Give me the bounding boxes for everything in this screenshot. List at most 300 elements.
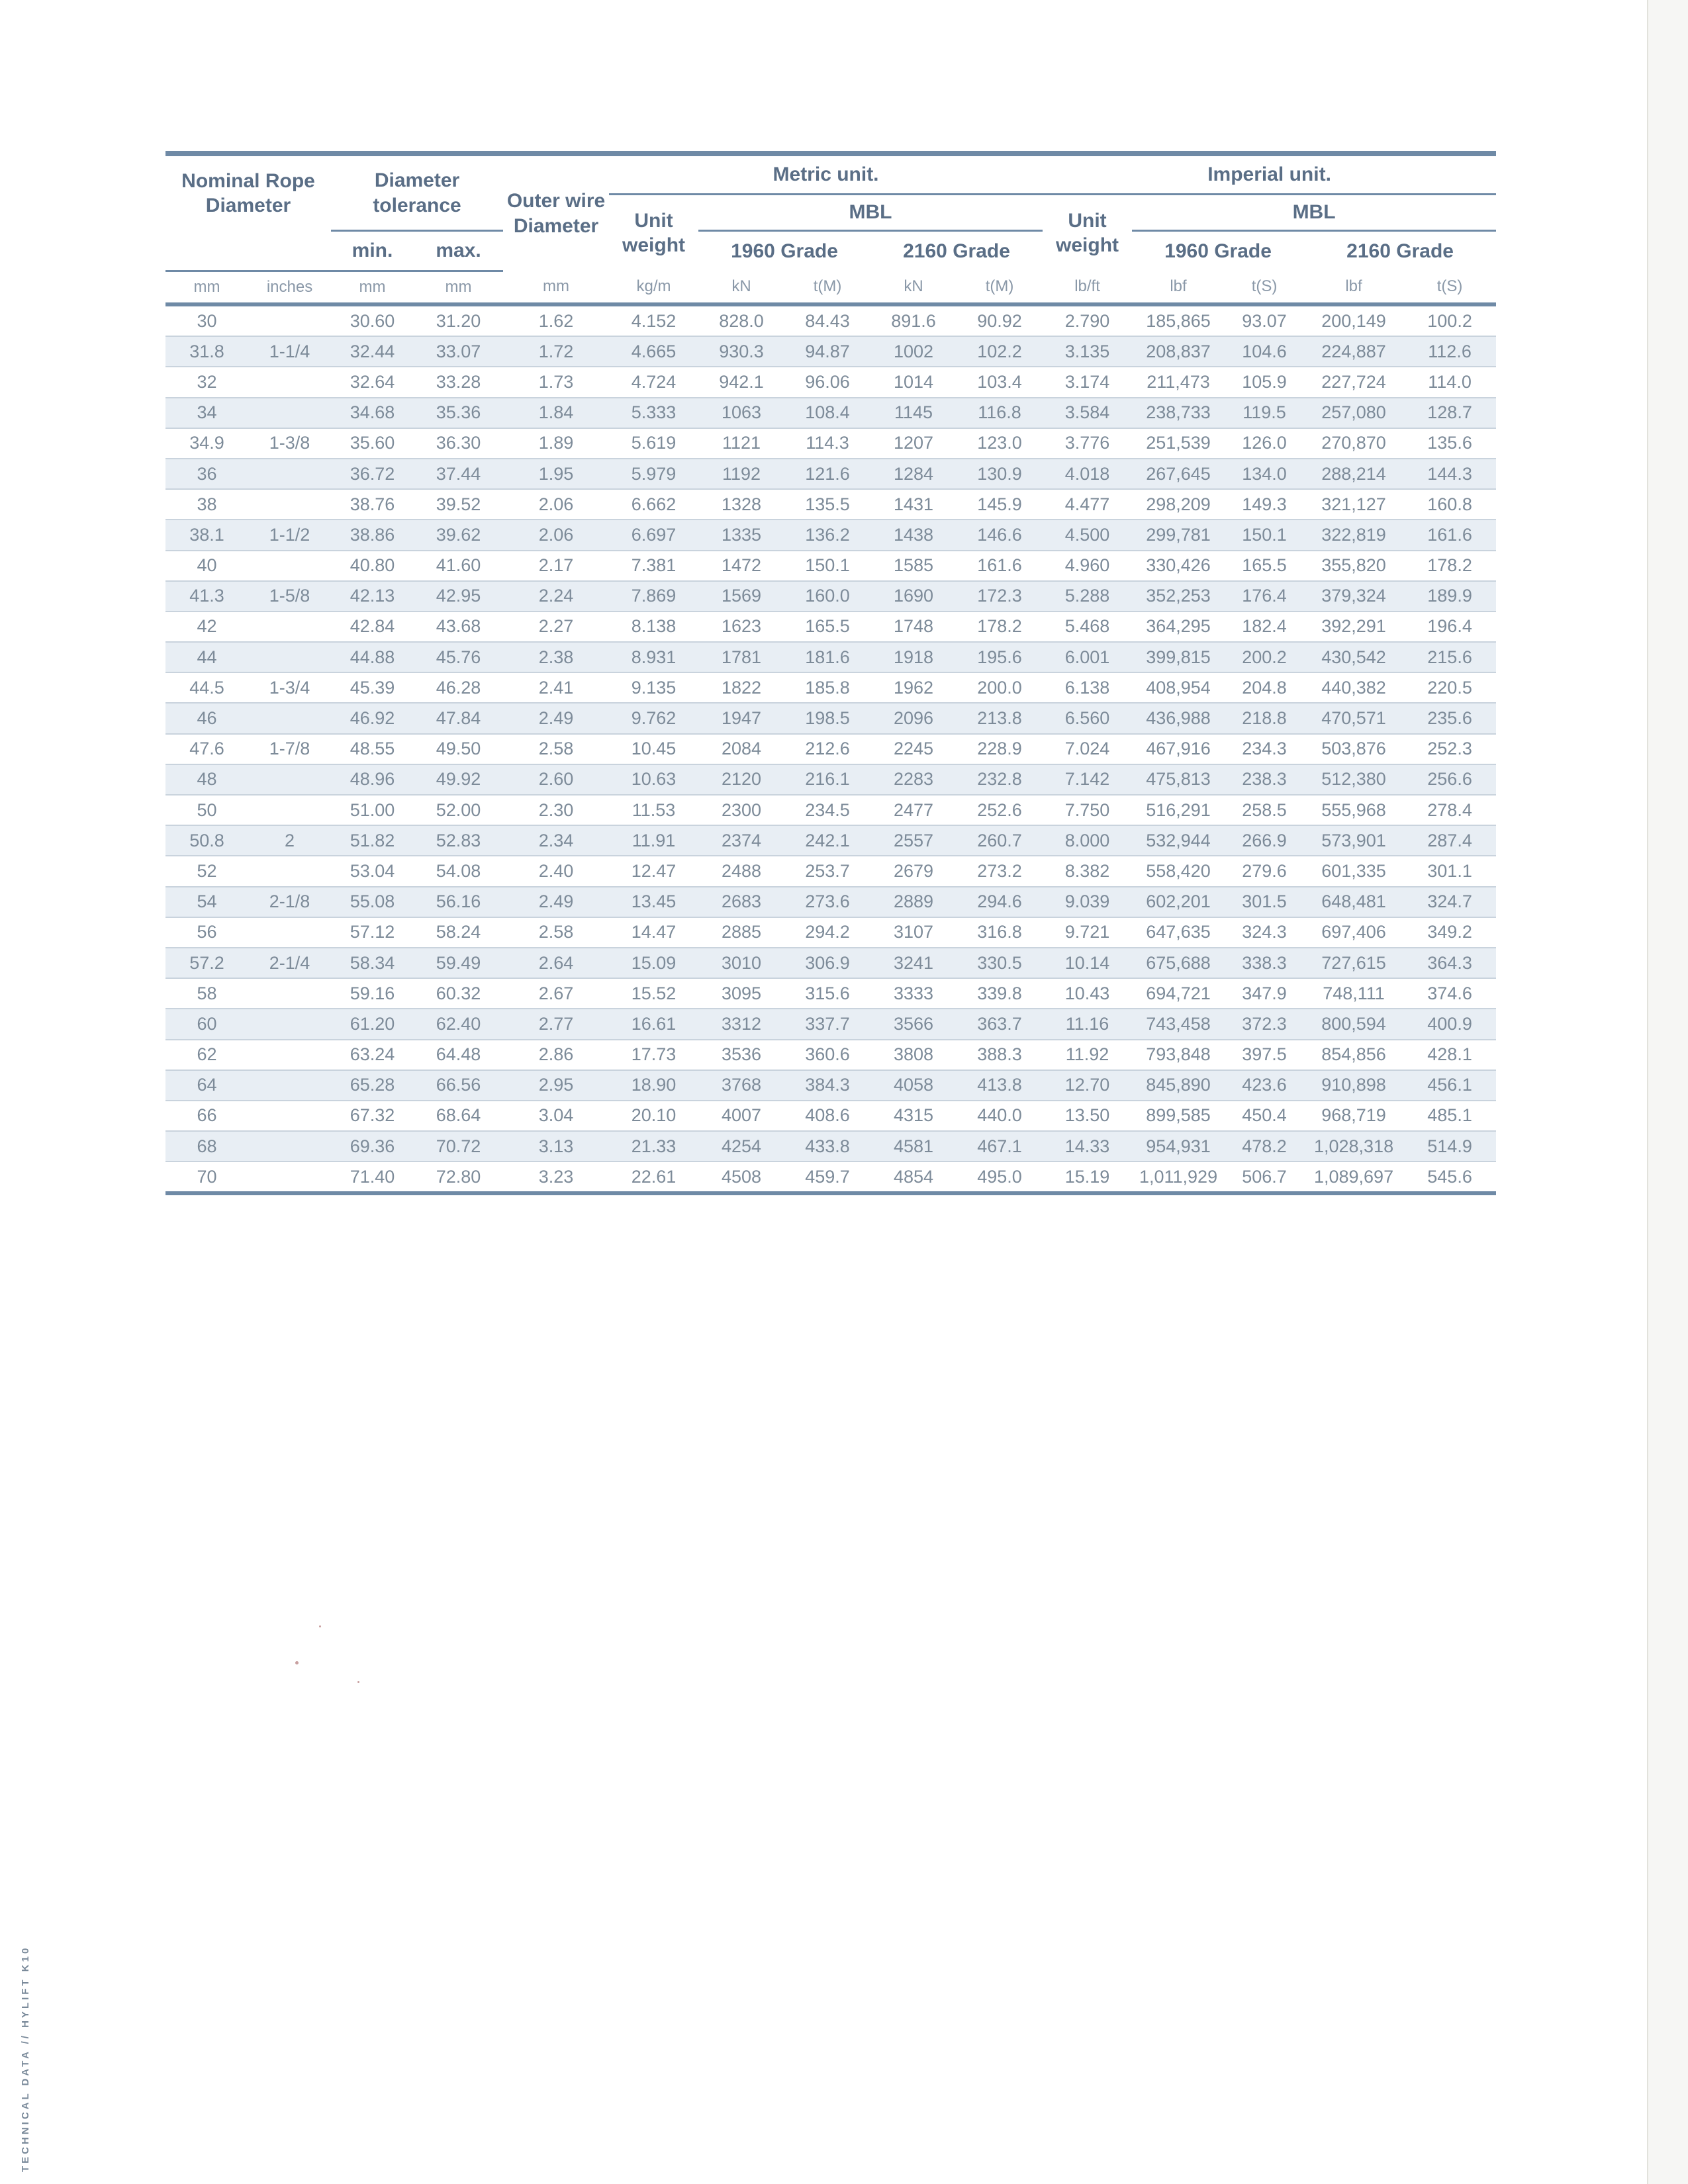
table-cell: 4315 xyxy=(870,1101,957,1131)
unit-label: mm xyxy=(331,271,414,305)
table-cell xyxy=(248,551,331,581)
table-cell: 33.07 xyxy=(414,336,503,367)
table-cell: 32.64 xyxy=(331,367,414,397)
table-cell: 53.04 xyxy=(331,856,414,886)
table-row xyxy=(165,304,1496,336)
table-cell xyxy=(248,1009,331,1039)
table-cell: 165.5 xyxy=(1225,551,1304,581)
table-cell: 134.0 xyxy=(1225,459,1304,489)
table-cell: 165.5 xyxy=(784,612,870,642)
table-cell: 216.1 xyxy=(784,764,870,795)
table-cell: 1569 xyxy=(698,581,784,612)
unit-label: mm xyxy=(165,271,248,305)
table-row xyxy=(165,672,1496,703)
table-cell: 647,635 xyxy=(1132,917,1225,948)
table-cell: 51.82 xyxy=(331,825,414,856)
table-cell: 204.8 xyxy=(1225,672,1304,703)
table-cell: 3095 xyxy=(698,978,784,1009)
table-cell: 42 xyxy=(165,612,248,642)
table-row xyxy=(165,978,1496,1009)
table-row xyxy=(165,887,1496,917)
table-cell: 34.68 xyxy=(331,398,414,428)
table-cell: 185.8 xyxy=(784,672,870,703)
rope-spec-rows xyxy=(165,304,1496,1193)
table-cell: 10.45 xyxy=(609,734,698,764)
table-cell: 11.92 xyxy=(1043,1040,1132,1070)
table-cell: 324.3 xyxy=(1225,917,1304,948)
table-cell xyxy=(248,367,331,397)
table-cell: 298,209 xyxy=(1132,489,1225,520)
table-cell: 36 xyxy=(165,459,248,489)
table-cell: 161.6 xyxy=(1403,520,1496,550)
imperial-2160-grade-header: 2160 Grade xyxy=(1346,240,1454,262)
table-cell: 408.6 xyxy=(784,1101,870,1131)
table-cell: 62.40 xyxy=(414,1009,503,1039)
page-edge xyxy=(1647,0,1688,2184)
table-cell: 46.92 xyxy=(331,703,414,733)
table-cell: 2488 xyxy=(698,856,784,886)
table-cell: 1207 xyxy=(870,428,957,459)
table-cell: 114.0 xyxy=(1403,367,1496,397)
table-cell: 185,865 xyxy=(1132,304,1225,336)
table-cell: 1.62 xyxy=(503,304,609,336)
table-cell: 430,542 xyxy=(1304,642,1403,672)
table-cell: 339.8 xyxy=(957,978,1043,1009)
table-cell: 743,458 xyxy=(1132,1009,1225,1039)
table-cell: 495.0 xyxy=(957,1161,1043,1193)
table-cell: 2.64 xyxy=(503,948,609,978)
table-cell: 12.47 xyxy=(609,856,698,886)
table-row xyxy=(165,1009,1496,1039)
unit-label: inches xyxy=(248,271,331,305)
table-cell: 68.64 xyxy=(414,1101,503,1131)
table-cell: 21.33 xyxy=(609,1131,698,1161)
table-cell: 413.8 xyxy=(957,1070,1043,1101)
table-cell: 1-1/2 xyxy=(248,520,331,550)
table-row xyxy=(165,489,1496,520)
table-cell: 2557 xyxy=(870,825,957,856)
table-cell: 5.979 xyxy=(609,459,698,489)
table-top-rule xyxy=(165,151,1496,156)
table-cell: 1145 xyxy=(870,398,957,428)
table-cell: 7.381 xyxy=(609,551,698,581)
table-cell: 59.16 xyxy=(331,978,414,1009)
table-cell: 96.06 xyxy=(784,367,870,397)
table-cell: 149.3 xyxy=(1225,489,1304,520)
table-cell: 196.4 xyxy=(1403,612,1496,642)
scan-speck xyxy=(319,1625,321,1627)
table-cell: 40.80 xyxy=(331,551,414,581)
table-cell: 1.73 xyxy=(503,367,609,397)
table-cell: 1,011,929 xyxy=(1132,1161,1225,1193)
table-row xyxy=(165,1131,1496,1161)
table-cell: 84.43 xyxy=(784,304,870,336)
table-cell: 478.2 xyxy=(1225,1131,1304,1161)
table-cell: 1748 xyxy=(870,612,957,642)
table-cell: 57.2 xyxy=(165,948,248,978)
table-cell: 33.28 xyxy=(414,367,503,397)
table-row xyxy=(165,1161,1496,1193)
table-cell: 516,291 xyxy=(1132,795,1225,825)
table-cell: 211,473 xyxy=(1132,367,1225,397)
table-cell: 2.790 xyxy=(1043,304,1132,336)
table-cell: 2 xyxy=(248,825,331,856)
table-cell: 2.49 xyxy=(503,887,609,917)
table-cell: 49.92 xyxy=(414,764,503,795)
table-cell: 238,733 xyxy=(1132,398,1225,428)
table-cell: 105.9 xyxy=(1225,367,1304,397)
table-cell: 10.63 xyxy=(609,764,698,795)
table-row xyxy=(165,764,1496,795)
table-cell: 234.5 xyxy=(784,795,870,825)
table-cell: 2679 xyxy=(870,856,957,886)
table-cell: 14.33 xyxy=(1043,1131,1132,1161)
table-cell: 7.750 xyxy=(1043,795,1132,825)
table-cell: 144.3 xyxy=(1403,459,1496,489)
table-cell: 195.6 xyxy=(957,642,1043,672)
table-cell: 3312 xyxy=(698,1009,784,1039)
table-cell: 299,781 xyxy=(1132,520,1225,550)
table-cell: 135.5 xyxy=(784,489,870,520)
table-cell xyxy=(248,856,331,886)
table-cell: 363.7 xyxy=(957,1009,1043,1039)
table-cell: 899,585 xyxy=(1132,1101,1225,1131)
table-cell: 4.018 xyxy=(1043,459,1132,489)
table-cell: 558,420 xyxy=(1132,856,1225,886)
table-cell: 30.60 xyxy=(331,304,414,336)
unit-label: t(M) xyxy=(784,271,870,305)
table-cell: 62 xyxy=(165,1040,248,1070)
table-cell: 800,594 xyxy=(1304,1009,1403,1039)
table-cell xyxy=(248,398,331,428)
table-cell xyxy=(248,795,331,825)
table-cell: 475,813 xyxy=(1132,764,1225,795)
table-cell: 208,837 xyxy=(1132,336,1225,367)
table-cell: 8.138 xyxy=(609,612,698,642)
unit-label: t(S) xyxy=(1225,271,1304,305)
table-cell: 145.9 xyxy=(957,489,1043,520)
table-cell: 1431 xyxy=(870,489,957,520)
scan-speck xyxy=(295,1661,299,1664)
table-cell: 54 xyxy=(165,887,248,917)
table-cell: 397.5 xyxy=(1225,1040,1304,1070)
table-cell: 1-3/4 xyxy=(248,672,331,703)
table-cell: 6.697 xyxy=(609,520,698,550)
table-cell: 428.1 xyxy=(1403,1040,1496,1070)
table-cell: 1822 xyxy=(698,672,784,703)
table-cell: 433.8 xyxy=(784,1131,870,1161)
diameter-tolerance-header: Diameter tolerance xyxy=(331,156,503,231)
table-cell: 2.24 xyxy=(503,581,609,612)
table-cell: 379,324 xyxy=(1304,581,1403,612)
table-cell: 891.6 xyxy=(870,304,957,336)
table-cell: 503,876 xyxy=(1304,734,1403,764)
table-cell: 11.53 xyxy=(609,795,698,825)
table-cell: 43.68 xyxy=(414,612,503,642)
unit-label: t(S) xyxy=(1403,271,1496,305)
table-cell: 1284 xyxy=(870,459,957,489)
table-row xyxy=(165,459,1496,489)
table-cell: 232.8 xyxy=(957,764,1043,795)
table-cell: 108.4 xyxy=(784,398,870,428)
table-cell: 372.3 xyxy=(1225,1009,1304,1039)
table-cell: 273.2 xyxy=(957,856,1043,886)
table-cell: 9.762 xyxy=(609,703,698,733)
table-cell: 727,615 xyxy=(1304,948,1403,978)
table-cell: 228.9 xyxy=(957,734,1043,764)
table-cell: 5.333 xyxy=(609,398,698,428)
table-cell: 103.4 xyxy=(957,367,1043,397)
table-cell: 256.6 xyxy=(1403,764,1496,795)
table-cell: 322,819 xyxy=(1304,520,1403,550)
table-cell: 31.20 xyxy=(414,304,503,336)
table-cell: 4254 xyxy=(698,1131,784,1161)
table-cell: 1-3/8 xyxy=(248,428,331,459)
table-cell: 6.001 xyxy=(1043,642,1132,672)
table-cell: 40 xyxy=(165,551,248,581)
table-cell: 3566 xyxy=(870,1009,957,1039)
unit-label: lbf xyxy=(1304,271,1403,305)
table-cell: 242.1 xyxy=(784,825,870,856)
table-cell: 1.95 xyxy=(503,459,609,489)
table-cell: 130.9 xyxy=(957,459,1043,489)
rope-spec-table-container xyxy=(165,151,1496,1195)
table-cell: 44 xyxy=(165,642,248,672)
table-cell: 408,954 xyxy=(1132,672,1225,703)
table-cell: 15.19 xyxy=(1043,1161,1132,1193)
table-cell: 52 xyxy=(165,856,248,886)
table-cell: 675,688 xyxy=(1132,948,1225,978)
table-cell: 8.382 xyxy=(1043,856,1132,886)
table-cell: 467,916 xyxy=(1132,734,1225,764)
table-cell: 44.88 xyxy=(331,642,414,672)
table-cell: 374.6 xyxy=(1403,978,1496,1009)
table-cell: 360.6 xyxy=(784,1040,870,1070)
table-cell: 56 xyxy=(165,917,248,948)
table-cell: 8.000 xyxy=(1043,825,1132,856)
table-cell: 126.0 xyxy=(1225,428,1304,459)
table-row xyxy=(165,917,1496,948)
table-cell: 66 xyxy=(165,1101,248,1131)
table-cell: 1.84 xyxy=(503,398,609,428)
table-cell: 182.4 xyxy=(1225,612,1304,642)
table-cell: 273.6 xyxy=(784,887,870,917)
table-cell: 251,539 xyxy=(1132,428,1225,459)
table-cell xyxy=(248,978,331,1009)
table-cell: 512,380 xyxy=(1304,764,1403,795)
table-cell: 930.3 xyxy=(698,336,784,367)
table-cell: 13.45 xyxy=(609,887,698,917)
table-cell: 48.96 xyxy=(331,764,414,795)
table-cell: 9.721 xyxy=(1043,917,1132,948)
table-cell: 1962 xyxy=(870,672,957,703)
table-cell: 41.3 xyxy=(165,581,248,612)
table-cell: 38.1 xyxy=(165,520,248,550)
table-cell: 2-1/4 xyxy=(248,948,331,978)
table-cell: 42.13 xyxy=(331,581,414,612)
table-cell: 11.16 xyxy=(1043,1009,1132,1039)
table-cell: 227,724 xyxy=(1304,367,1403,397)
table-cell: 48 xyxy=(165,764,248,795)
table-cell: 1-5/8 xyxy=(248,581,331,612)
table-cell: 845,890 xyxy=(1132,1070,1225,1101)
table-cell: 532,944 xyxy=(1132,825,1225,856)
table-cell: 68 xyxy=(165,1131,248,1161)
table-cell: 514.9 xyxy=(1403,1131,1496,1161)
table-cell: 910,898 xyxy=(1304,1070,1403,1101)
table-cell: 349.2 xyxy=(1403,917,1496,948)
table-cell: 128.7 xyxy=(1403,398,1496,428)
table-cell: 3.13 xyxy=(503,1131,609,1161)
table-cell: 267,645 xyxy=(1132,459,1225,489)
table-row xyxy=(165,703,1496,733)
imperial-mbl-header: MBL xyxy=(1132,195,1496,231)
table-cell: 39.62 xyxy=(414,520,503,550)
table-cell: 694,721 xyxy=(1132,978,1225,1009)
table-cell: 2374 xyxy=(698,825,784,856)
unit-label: mm xyxy=(414,271,503,305)
table-cell: 2-1/8 xyxy=(248,887,331,917)
table-cell: 440,382 xyxy=(1304,672,1403,703)
table-cell: 212.6 xyxy=(784,734,870,764)
table-cell: 306.9 xyxy=(784,948,870,978)
table-cell: 1438 xyxy=(870,520,957,550)
table-cell: 3.174 xyxy=(1043,367,1132,397)
table-cell: 45.76 xyxy=(414,642,503,672)
table-cell: 467.1 xyxy=(957,1131,1043,1161)
table-cell: 30 xyxy=(165,304,248,336)
table-cell: 51.00 xyxy=(331,795,414,825)
table-cell: 1-7/8 xyxy=(248,734,331,764)
table-cell: 32.44 xyxy=(331,336,414,367)
table-cell: 178.2 xyxy=(957,612,1043,642)
table-cell: 6.662 xyxy=(609,489,698,520)
table-cell: 178.2 xyxy=(1403,551,1496,581)
table-row xyxy=(165,336,1496,367)
table-cell: 316.8 xyxy=(957,917,1043,948)
table-cell: 60.32 xyxy=(414,978,503,1009)
table-cell: 200.2 xyxy=(1225,642,1304,672)
table-cell xyxy=(248,642,331,672)
table-cell: 198.5 xyxy=(784,703,870,733)
table-cell: 364.3 xyxy=(1403,948,1496,978)
table-cell: 2.17 xyxy=(503,551,609,581)
table-cell: 64 xyxy=(165,1070,248,1101)
table-cell: 1585 xyxy=(870,551,957,581)
table-cell: 2.58 xyxy=(503,917,609,948)
table-cell: 321,127 xyxy=(1304,489,1403,520)
table-cell: 1063 xyxy=(698,398,784,428)
table-cell: 3010 xyxy=(698,948,784,978)
table-cell: 35.36 xyxy=(414,398,503,428)
table-cell: 71.40 xyxy=(331,1161,414,1193)
table-cell: 60 xyxy=(165,1009,248,1039)
table-cell: 954,931 xyxy=(1132,1131,1225,1161)
table-cell: 160.8 xyxy=(1403,489,1496,520)
table-row xyxy=(165,1040,1496,1070)
table-cell: 1-1/4 xyxy=(248,336,331,367)
table-cell: 189.9 xyxy=(1403,581,1496,612)
table-cell: 485.1 xyxy=(1403,1101,1496,1131)
table-cell: 2120 xyxy=(698,764,784,795)
table-cell: 355,820 xyxy=(1304,551,1403,581)
table-row xyxy=(165,551,1496,581)
imperial-1960-grade-header: 1960 Grade xyxy=(1164,240,1272,262)
table-cell: 119.5 xyxy=(1225,398,1304,428)
table-cell: 338.3 xyxy=(1225,948,1304,978)
table-cell: 12.70 xyxy=(1043,1070,1132,1101)
table-cell: 69.36 xyxy=(331,1131,414,1161)
table-cell: 287.4 xyxy=(1403,825,1496,856)
table-cell: 3.776 xyxy=(1043,428,1132,459)
table-cell: 32 xyxy=(165,367,248,397)
table-cell: 2300 xyxy=(698,795,784,825)
table-cell: 104.6 xyxy=(1225,336,1304,367)
table-cell: 2.60 xyxy=(503,764,609,795)
table-cell: 93.07 xyxy=(1225,304,1304,336)
table-cell: 11.91 xyxy=(609,825,698,856)
table-cell: 2.40 xyxy=(503,856,609,886)
metric-mbl-header: MBL xyxy=(698,195,1043,231)
table-cell: 1121 xyxy=(698,428,784,459)
table-cell: 213.8 xyxy=(957,703,1043,733)
table-cell: 50 xyxy=(165,795,248,825)
table-cell: 215.6 xyxy=(1403,642,1496,672)
table-cell xyxy=(248,1040,331,1070)
table-cell: 114.3 xyxy=(784,428,870,459)
table-cell: 278.4 xyxy=(1403,795,1496,825)
table-cell: 1690 xyxy=(870,581,957,612)
table-cell: 116.8 xyxy=(957,398,1043,428)
table-cell: 55.08 xyxy=(331,887,414,917)
table-cell: 121.6 xyxy=(784,459,870,489)
table-cell: 15.09 xyxy=(609,948,698,978)
table-cell: 279.6 xyxy=(1225,856,1304,886)
table-cell: 72.80 xyxy=(414,1161,503,1193)
table-cell: 260.7 xyxy=(957,825,1043,856)
table-cell: 56.16 xyxy=(414,887,503,917)
table-cell: 38.86 xyxy=(331,520,414,550)
table-row xyxy=(165,398,1496,428)
table-cell: 102.2 xyxy=(957,336,1043,367)
table-cell: 942.1 xyxy=(698,367,784,397)
table-cell: 45.39 xyxy=(331,672,414,703)
table-cell: 2.34 xyxy=(503,825,609,856)
table-cell: 234.3 xyxy=(1225,734,1304,764)
table-cell: 58.24 xyxy=(414,917,503,948)
table-cell: 200,149 xyxy=(1304,304,1403,336)
table-cell: 7.024 xyxy=(1043,734,1132,764)
table-cell: 4581 xyxy=(870,1131,957,1161)
table-cell: 161.6 xyxy=(957,551,1043,581)
table-cell: 470,571 xyxy=(1304,703,1403,733)
table-cell: 58.34 xyxy=(331,948,414,978)
table-cell: 252.3 xyxy=(1403,734,1496,764)
table-cell: 13.50 xyxy=(1043,1101,1132,1131)
nominal-spacer xyxy=(165,231,331,271)
table-cell: 54.08 xyxy=(414,856,503,886)
table-row xyxy=(165,612,1496,642)
table-cell: 2683 xyxy=(698,887,784,917)
table-cell: 1.72 xyxy=(503,336,609,367)
table-cell: 1328 xyxy=(698,489,784,520)
table-cell: 90.92 xyxy=(957,304,1043,336)
table-cell: 854,856 xyxy=(1304,1040,1403,1070)
table-cell: 9.135 xyxy=(609,672,698,703)
table-cell: 224,887 xyxy=(1304,336,1403,367)
table-cell: 15.52 xyxy=(609,978,698,1009)
table-cell: 1781 xyxy=(698,642,784,672)
